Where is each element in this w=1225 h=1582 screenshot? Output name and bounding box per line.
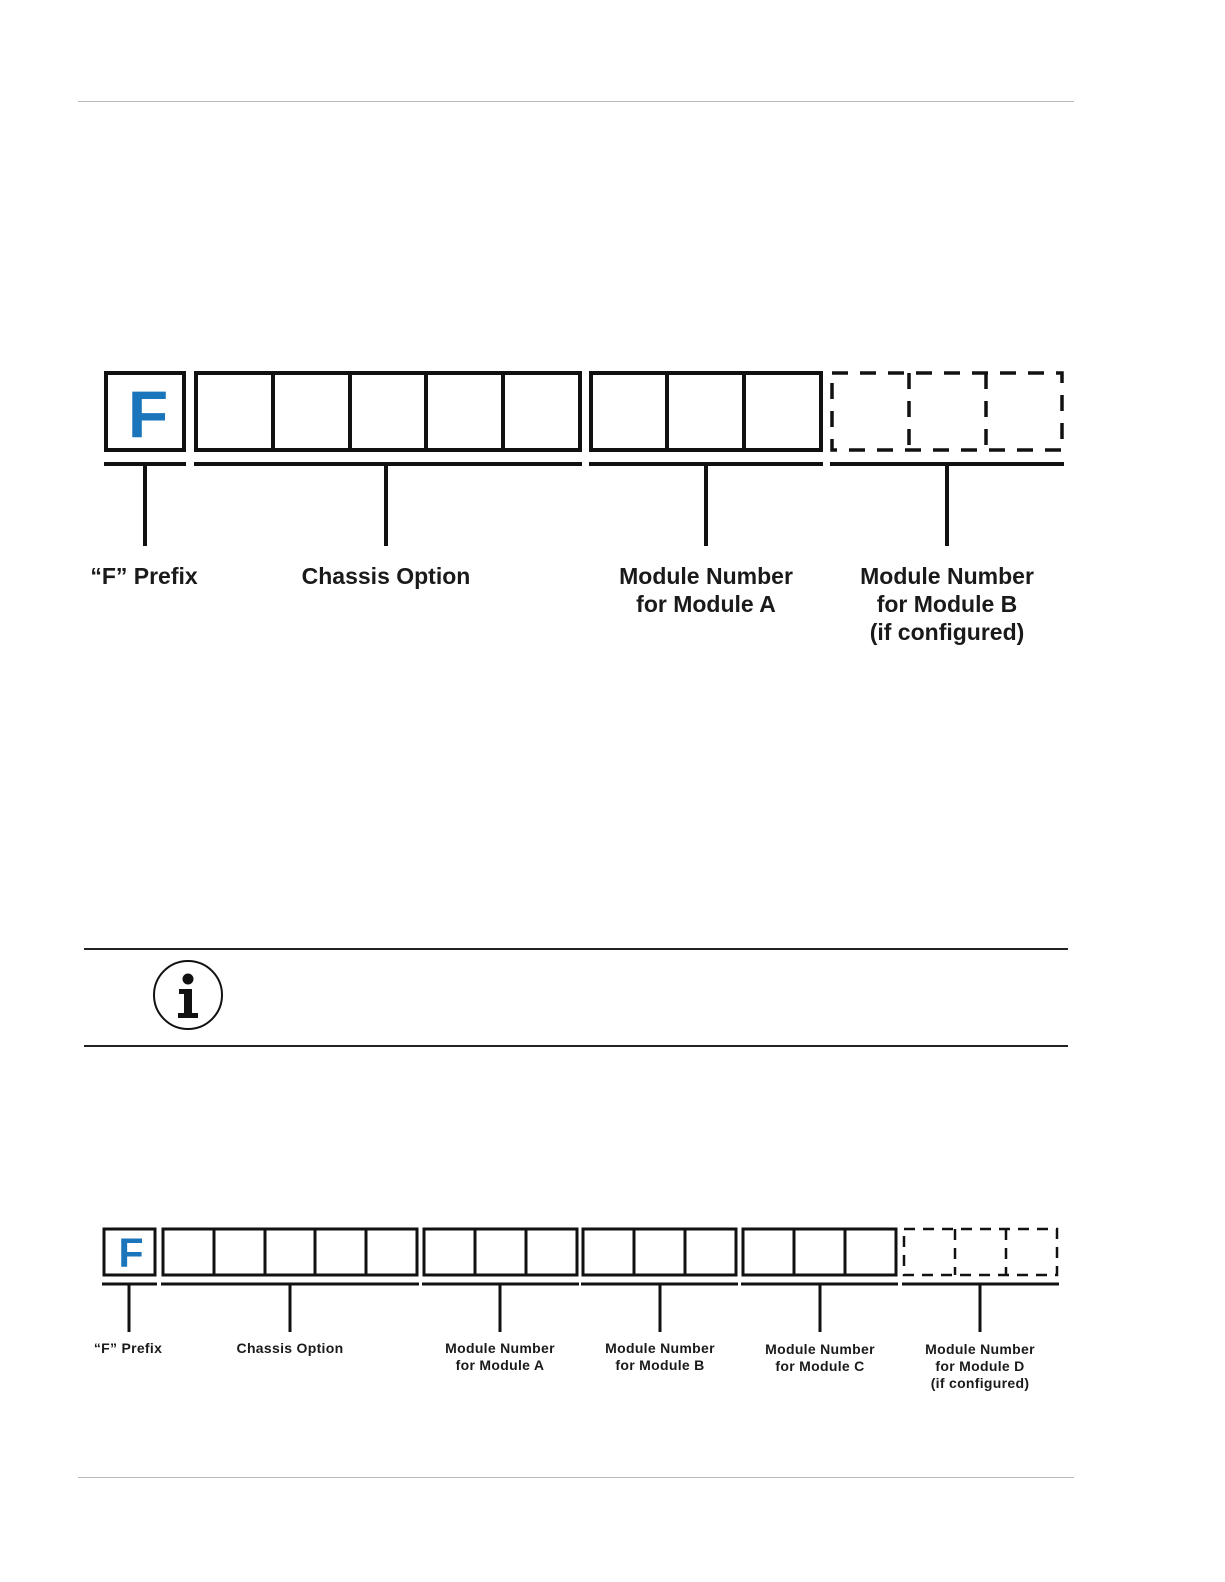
- label-module-c: Module Number for Module C: [765, 1341, 875, 1374]
- info-icon: [152, 959, 224, 1031]
- footer-rule: [78, 1477, 1074, 1478]
- label-prefix: “F” Prefix: [93, 1340, 163, 1356]
- module-d-dashed-box-group: [904, 1229, 1057, 1275]
- model-number-diagram-two-modules: [0, 0, 1225, 700]
- module-a-box-group: [591, 373, 821, 450]
- model-number-diagram-four-modules: [0, 1180, 1225, 1420]
- note-top-rule: [84, 948, 1068, 950]
- module-a-box-group: [424, 1229, 577, 1275]
- label-module-a: Module Number for Module A: [445, 1340, 555, 1373]
- chassis-box-group: [196, 373, 580, 450]
- chassis-box-group: [163, 1229, 417, 1275]
- prefix-letter: F: [127, 377, 169, 451]
- label-module-b: Module Number for Module B (if configured): [860, 563, 1034, 645]
- note-bottom-rule: [84, 1045, 1068, 1047]
- label-chassis-option: Chassis Option: [236, 1340, 344, 1356]
- module-b-dashed-box-group: [832, 373, 1062, 450]
- module-b-box-group: [583, 1229, 736, 1275]
- label-module-a: Module Number for Module A: [619, 563, 793, 617]
- label-module-d: Module Number for Module D (if configured): [925, 1341, 1035, 1391]
- label-prefix: “F” Prefix: [90, 563, 198, 589]
- label-chassis-option: Chassis Option: [301, 563, 471, 589]
- module-c-box-group: [743, 1229, 896, 1275]
- prefix-letter: F: [118, 1230, 144, 1276]
- label-module-b: Module Number for Module B: [605, 1340, 715, 1373]
